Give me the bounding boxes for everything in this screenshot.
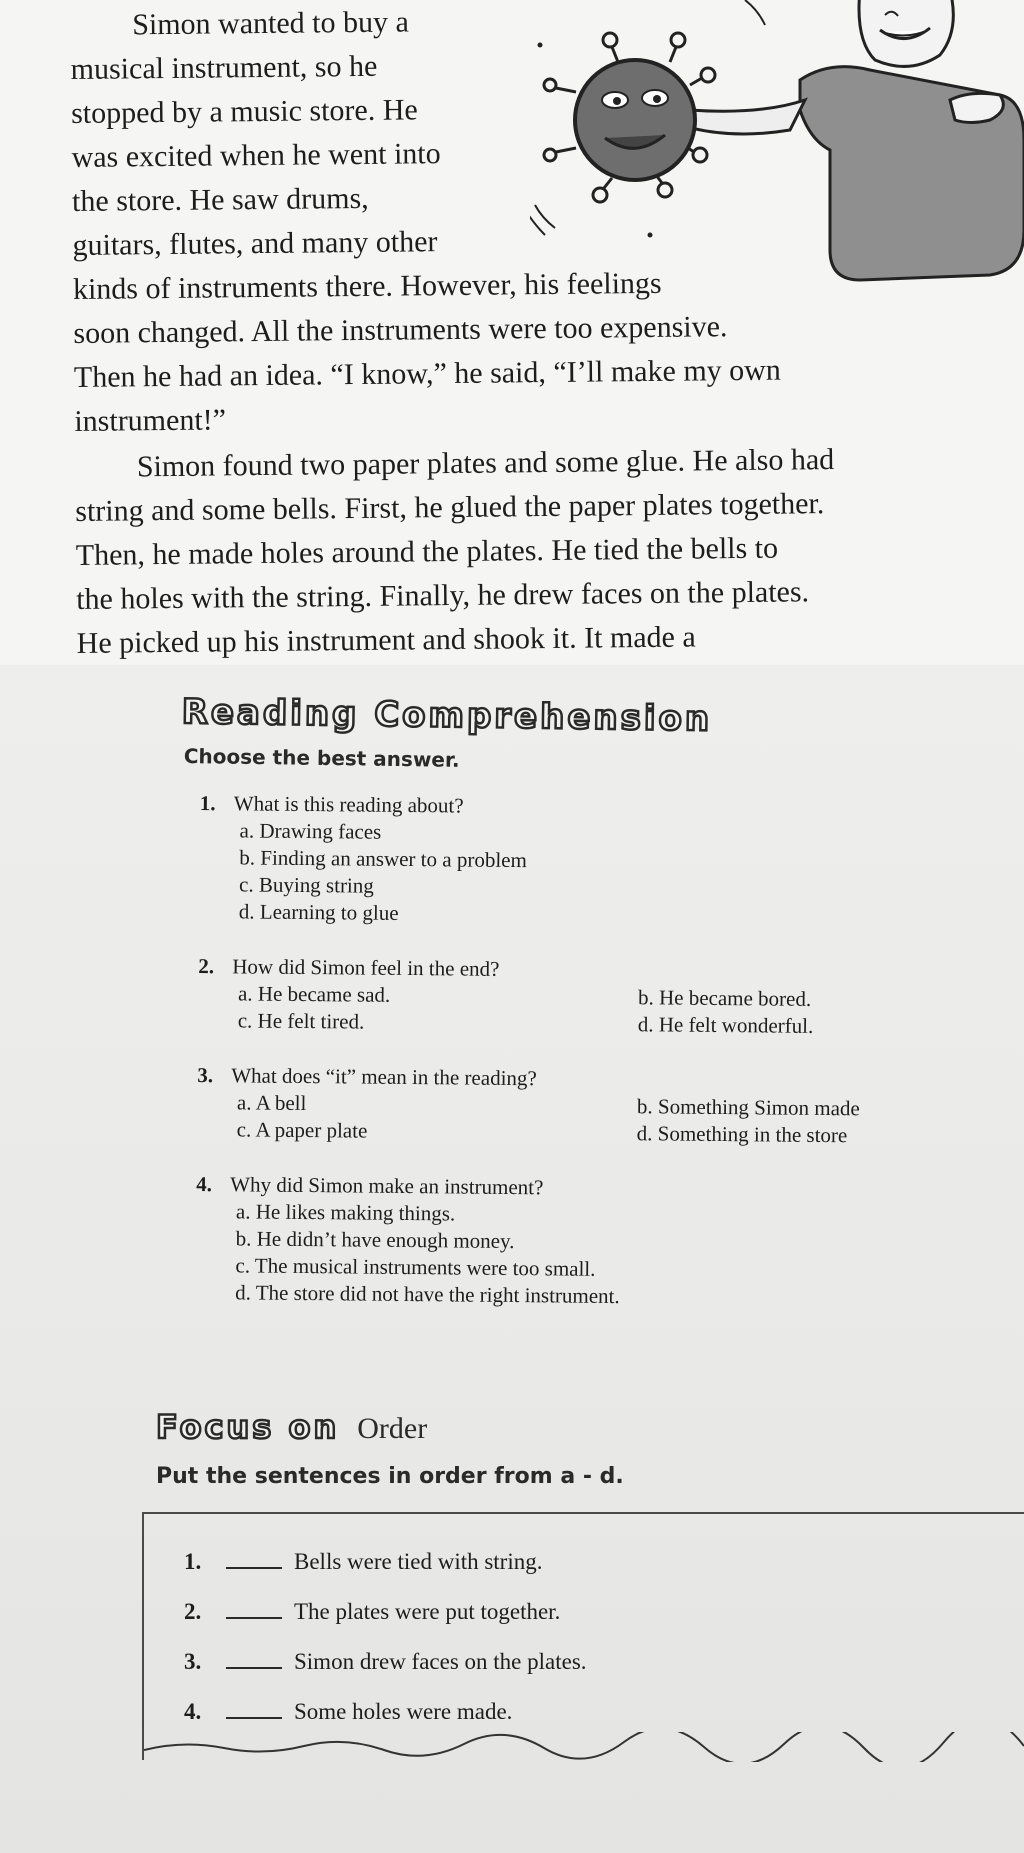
answer-option[interactable]: d. Learning to glue [238, 899, 399, 925]
answer-option[interactable]: d. Something in the store [636, 1121, 848, 1148]
answer-blank[interactable] [226, 1695, 282, 1719]
question-number: 1. [199, 790, 216, 816]
answer-option[interactable]: d. He felt wonderful. [637, 1012, 814, 1038]
story-line: the store. He saw drums, [71, 181, 369, 218]
answer-option[interactable]: a. He became sad. [237, 981, 391, 1007]
story-line: guitars, flutes, and many other [72, 225, 438, 262]
answer-option[interactable]: a. Drawing faces [239, 818, 382, 844]
answer-option[interactable]: b. Something Simon made [636, 1094, 860, 1121]
story-line: kinds of instruments there. However, his feelings [72, 266, 662, 306]
order-sentence: Simon drew faces on the plates. [294, 1649, 587, 1674]
question-number: 2. [198, 953, 215, 979]
order-sentence: The plates were put together. [294, 1599, 561, 1624]
question-text: What is this reading about? [233, 791, 464, 818]
focus-title-outline: Focus on [156, 1408, 340, 1446]
question-1 [199, 790, 1000, 933]
question-3 [197, 1062, 998, 1151]
torn-edge-line [144, 1732, 1024, 1762]
question-text: What does “it” mean in the reading? [231, 1063, 537, 1091]
order-number: 2. [184, 1599, 202, 1624]
answer-blank[interactable] [226, 1645, 282, 1669]
story-line: Simon found two paper plates and some glue. He also had [136, 443, 835, 484]
story-line: He picked up his instrument and shook it. It made a [76, 620, 696, 660]
focus-instruction: Put the sentences in order from a - d. [156, 1464, 624, 1489]
answer-option[interactable]: d. The store did not have the right instrument. [235, 1280, 620, 1309]
question-text: How did Simon feel in the end? [232, 954, 500, 981]
order-sentence: Bells were tied with string. [294, 1549, 543, 1574]
story-paragraph-1-cont [70, 39, 954, 444]
story-line: musical instrument, so he [70, 49, 378, 86]
answer-option[interactable]: c. He felt tired. [237, 1008, 365, 1034]
order-item-4 [184, 1694, 587, 1730]
question-4 [195, 1171, 996, 1314]
order-number: 3. [184, 1649, 202, 1674]
story-line: Simon wanted to buy a [132, 5, 410, 42]
story-text [70, 0, 957, 665]
order-item-3 [184, 1644, 587, 1680]
question-2 [198, 953, 999, 1042]
answer-option[interactable]: b. He didn’t have enough money. [235, 1226, 515, 1254]
reading-comprehension-instruction: Choose the best answer. [183, 744, 460, 772]
answer-option[interactable]: c. A paper plate [236, 1117, 368, 1143]
story-line: instrument!” [74, 403, 227, 438]
reading-comprehension-title: Reading Comprehension [181, 692, 713, 740]
question-text: Why did Simon make an instrument? [230, 1172, 544, 1200]
answer-option[interactable]: c. Buying string [238, 872, 374, 898]
order-number: 1. [184, 1549, 202, 1574]
order-item-1 [184, 1544, 587, 1580]
order-number: 4. [184, 1699, 202, 1724]
question-number: 4. [196, 1171, 213, 1197]
order-box [142, 1512, 1024, 1760]
answer-option[interactable]: b. Finding an answer to a problem [239, 845, 527, 873]
focus-section [156, 1408, 624, 1489]
focus-title [156, 1408, 624, 1446]
story-line: soon changed. All the instruments were too expensive. [73, 310, 728, 350]
question-number: 3. [197, 1062, 214, 1088]
question-list [195, 790, 1000, 1342]
order-list [184, 1544, 587, 1744]
story-paragraph-2-cont [75, 481, 957, 665]
story-line: Then, he made holes around the plates. He tied the bells to [75, 531, 779, 572]
order-item-2 [184, 1594, 587, 1630]
focus-title-plain: Order [357, 1412, 428, 1445]
answer-option[interactable]: b. He became bored. [637, 985, 812, 1011]
story-line: was excited when he went into [71, 137, 441, 174]
answer-option[interactable]: c. The musical instruments were too small. [235, 1253, 596, 1281]
story-line: Then he had an idea. “I know,” he said, “I’ll make my own [73, 353, 782, 394]
answer-blank[interactable] [226, 1545, 282, 1569]
order-sentence: Some holes were made. [294, 1699, 513, 1724]
story-page [0, 0, 1024, 665]
story-line: the holes with the string. Finally, he drew faces on the plates. [76, 575, 810, 616]
story-line: string and some bells. First, he glued the paper plates together. [75, 487, 825, 528]
answer-blank[interactable] [226, 1595, 282, 1619]
answer-option[interactable]: a. A bell [236, 1090, 307, 1116]
answer-option[interactable]: a. He likes making things. [235, 1199, 456, 1226]
story-line: stopped by a music store. He [70, 93, 418, 130]
